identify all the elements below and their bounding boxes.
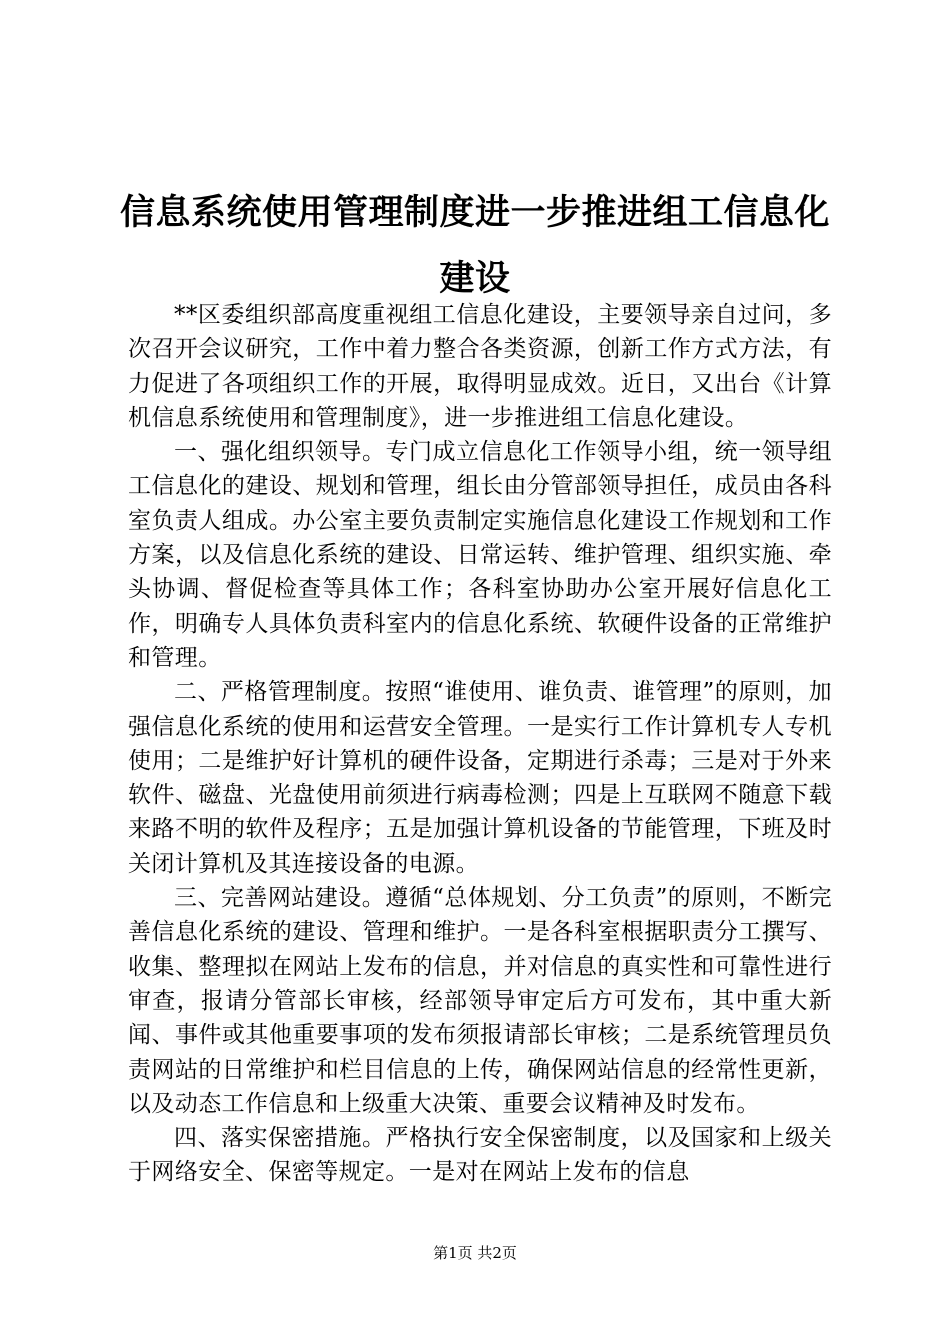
paragraph-intro: **区委组织部高度重视组工信息化建设，主要领导亲自过问，多次召开会议研究，工作中着力整合各类资源，创新工作方式方法，有力促进了各项组织工作的开展，取得明显成效。近日，又出台《计算机信息系统使用和管理制度》，进一步推进组工信息化建设。 [128, 302, 832, 431]
paragraph-section-3: 三、完善网站建设。遵循“总体规划、分工负责”的原则，不断完善信息化系统的建设、管理和维护。一是各科室根据职责分工撰写、收集、整理拟在网站上发布的信息，并对信息的真实性和可靠性进行审查，报请分管部长审核，经部领导审定后方可发布，其中重大新闻、事件或其他重要事项的发布须报请部长审核；二是系统管理员负责网站的日常维护和栏目信息的上传，确保网站信息的经常性更新，以及动态工作信息和上级重大决策、重要会议精神及时发布。 [128, 885, 832, 1117]
document-body [128, 298, 832, 1190]
page-number-footer: 第1页 共2页 [433, 1244, 517, 1262]
paragraph-section-2: 二、严格管理制度。按照“谁使用、谁负责、谁管理”的原则，加强信息化系统的使用和运营安全管理。一是实行工作计算机专人专机使用；二是维护好计算机的硬件设备，定期进行杀毒；三是对于外来软件、磁盘、光盘使用前须进行病毒检测；四是上互联网不随意下载来路不明的软件及程序；五是加强计算机设备的节能管理，下班及时关闭计算机及其连接设备的电源。 [128, 679, 832, 877]
paragraph-section-4: 四、落实保密措施。严格执行安全保密制度，以及国家和上级关于网络安全、保密等规定。一是对在网站上发布的信息 [128, 1125, 832, 1186]
document-title: 信息系统使用管理制度进一步推进组工信息化建设 [120, 192, 831, 299]
paragraph-section-1: 一、强化组织领导。专门成立信息化工作领导小组，统一领导组工信息化的建设、规划和管理，组长由分管部领导担任，成员由各科室负责人组成。办公室主要负责制定实施信息化建设工作规划和工作方案，以及信息化系统的建设、日常运转、维护管理、组织实施、牵头协调、督促检查等具体工作；各科室协助办公室开展好信息化工作，明确专人具体负责科室内的信息化系统、软硬件设备的正常维护和管理。 [128, 439, 832, 671]
